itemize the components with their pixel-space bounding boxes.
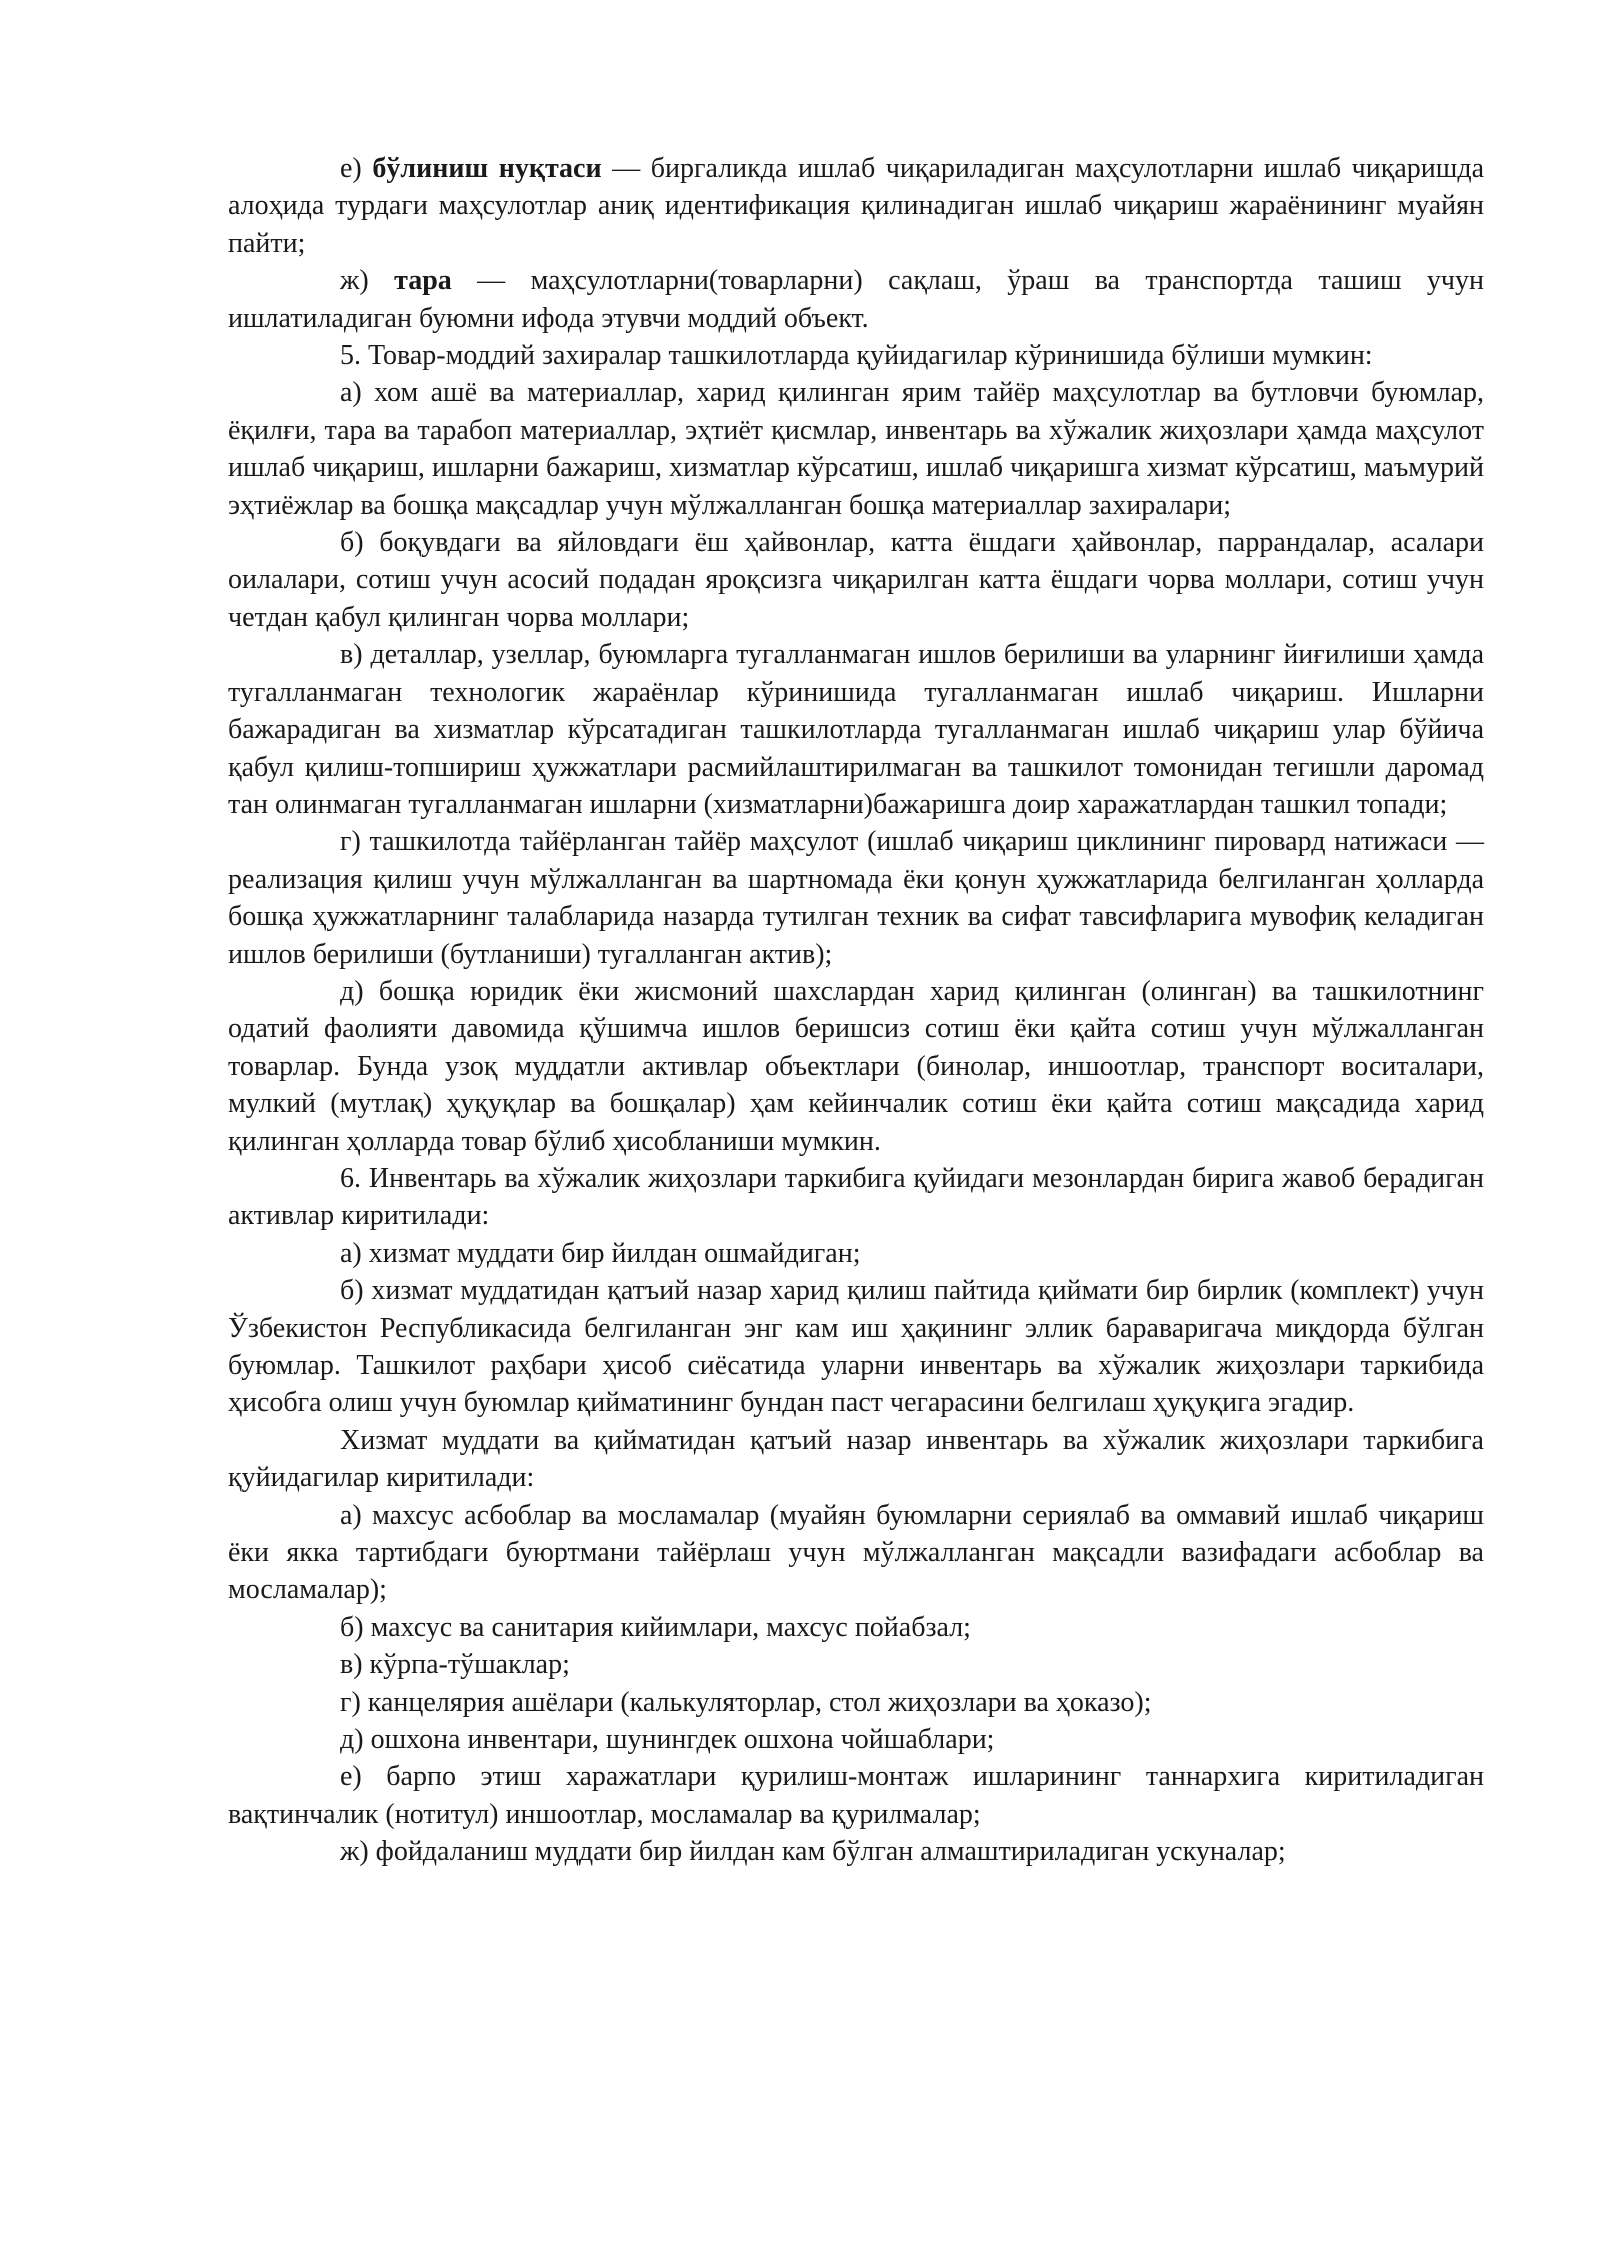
defined-term: бўлиниш нуқтаси	[372, 153, 602, 184]
paragraph-5-d: д) бошқа юридик ёки жисмоний шахслардан харид қилинган (олинган) ва ташкилотнинг одатий фаолияти давомида қўшимча ишлов беришсиз сотиш ёки қайта сотиш учун мўлжалланган товарлар. Бунда узоқ муддатли активлар объектлари (бинолар, иншоотлар, транспорт воситалари, мулкий (мутлақ) ҳуқуқлар ва бошқалар) ҳам кейинчалик сотиш ёки қайта сотиш мақсадида харид қилинган ҳолларда товар бўлиб ҳисобланиши мумкин.	[228, 975, 1484, 1157]
paragraph-clause-5: 5. Товар-моддий захиралар ташкилотларда қуйидагилар кўринишида бўлиши мумкин:	[340, 340, 1373, 372]
paragraph-zh-container	[228, 262, 1484, 337]
paragraph-5-a: а) хом ашё ва материаллар, харид қилинган ярим тайёр маҳсулотлар ва бутловчи буюмлар, ёқилғи, тара ва тарабоп материаллар, эҳтиёт қисмлар, инвентарь ва хўжалик жиҳозлари ҳамда маҳсулот ишлаб чиқариш, ишларни бажариш, хизматлар кўрсатиш, ишлаб чиқаришга хизмат кўрсатиш, маъмурий эҳтиёжлар ва бошқа мақсадлар учун мўлжалланган бошқа материаллар захиралари;	[228, 377, 1484, 521]
paragraph-list-d: д) ошхона инвентари, шунингдек ошхона чойшаблари;	[340, 1724, 995, 1756]
paragraph-regardless: Хизмат муддати ва қийматидан қатъий назар инвентарь ва хўжалик жиҳозлари таркибига қуйидагилар киритилади:	[228, 1424, 1484, 1494]
paragraph-e-split-point	[228, 150, 1484, 262]
item-prefix: е)	[340, 153, 373, 184]
paragraph-list-a: а) махсус асбоблар ва мосламалар (муайян буюмларни сериялаб ва оммавий ишлаб чиқариш ёки якка тартибдаги буюртмани тайёрлаш учун мўлжалланган мақсадли вазифадаги асбоблар ва мосламалар);	[228, 1499, 1484, 1606]
paragraph-list-zh: ж) фойдаланиш муддати бир йилдан кам бўлган алмаштириладиган ускуналар;	[340, 1836, 1286, 1868]
paragraph-list-e: е) барпо этиш харажатлари қурилиш-монтаж ишларининг таннархига киритиладиган вақтинчалик (нотитул) иншоотлар, мосламалар ва қурилмалар;	[228, 1761, 1484, 1830]
paragraph-list-v: в) кўрпа-тўшаклар;	[340, 1649, 570, 1681]
paragraph-list-g: г) канцелярия ашёлари (калькуляторлар, стол жиҳозлари ва ҳоказо);	[340, 1686, 1152, 1718]
paragraph-clause-6: 6. Инвентарь ва хўжалик жиҳозлари таркибига қуйидаги мезонлардан бирига жавоб берадиган активлар киритилади:	[228, 1162, 1484, 1232]
paragraph-6-a: а) хизмат муддати бир йилдан ошмайдиган;	[340, 1237, 861, 1269]
item-prefix: ж)	[340, 265, 395, 297]
paragraph-6-b: б) хизмат муддатидан қатъий назар харид қилиш пайтида қиймати бир бирлик (комплект) учун Ўзбекистон Республикасида белгиланган энг кам иш ҳақининг эллик бараваригача миқдорда бўлган буюмлар. Ташкилот раҳбари ҳисоб сиёсатида уларни инвентарь ва хўжалик жиҳозлари таркибида ҳисобга олиш учун буюмлар қийматининг бундан паст чегарасини белгилаш ҳуқуқига эгадир.	[228, 1275, 1484, 1419]
defined-term: тара	[394, 265, 452, 297]
definition-text: — маҳсулотларни(товарларни) сақлаш, ўраш ва транспортда ташиш учун ишлатиладиган буюмни ифода этувчи моддий объект.	[228, 265, 1484, 334]
document-page	[228, 150, 1484, 1871]
paragraph-5-v: в) деталлар, узеллар, буюмларга тугалланмаган ишлов берилиши ва уларнинг йиғилиши ҳамда тугалланмаган технологик жараёнлар кўринишида тугалланмаган ишлаб чиқариш. Ишларни бажарадиган ва хизматлар кўрсатадиган ташкилотларда тугалланмаган ишлаб чиқариш улар бўйича қабул қилиш-топшириш ҳужжатлари расмийлаштирилмаган ва ташкилот томонидан тегишли даромад тан олинмаган тугалланмаган ишларни (хизматларни)бажаришга доир харажатлардан ташкил топади;	[228, 639, 1484, 820]
paragraph-5-b: б) боқувдаги ва яйловдаги ёш ҳайвонлар, катта ёшдаги ҳайвонлар, паррандалар, асалари оилалари, сотиш учун асосий подадан яроқсизга чиқарилган катта ёшдаги чорва моллари, сотиш учун четдан қабул қилинган чорва моллари;	[228, 527, 1484, 633]
paragraph-5-g: г) ташкилотда тайёрланган тайёр маҳсулот (ишлаб чиқариш циклининг пировард натижаси — реализация қилиш учун мўлжалланган ва шартномада ёки қонун ҳужжатларида белгиланган ҳолларда бошқа ҳужжатларнинг талабларида назарда тутилган техник ва сифат тавсифларига мувофиқ келадиган ишлов берилиши (бутланиши) тугалланган актив);	[228, 826, 1484, 970]
definition-text: — биргаликда ишлаб чиқариладиган маҳсулотларни ишлаб чиқаришда алоҳида турдаги маҳсулотлар аниқ идентификация қилинадиган ишлаб чиқариш жараёнининг муайян пайти;	[228, 153, 1484, 259]
paragraph-list-b: б) махсус ва санитария кийимлари, махсус пойабзал;	[340, 1611, 971, 1643]
